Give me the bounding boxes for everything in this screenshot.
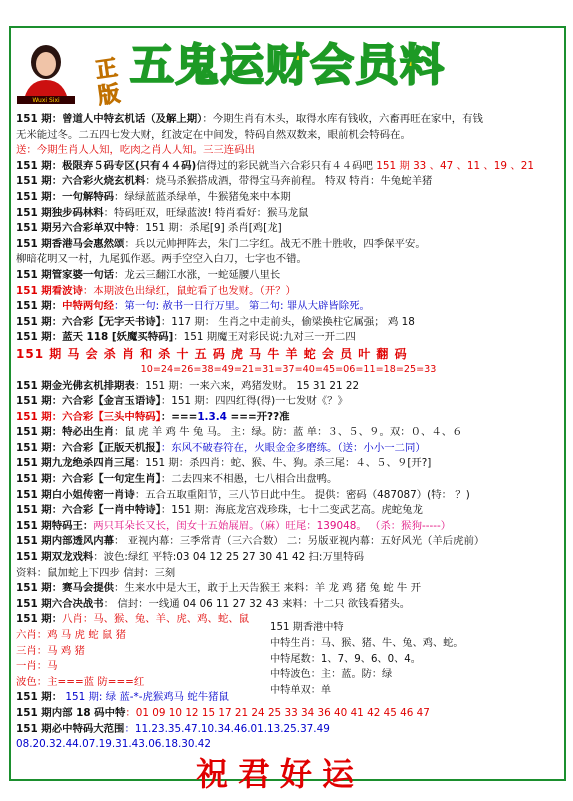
- text-line: [16, 503, 561, 519]
- text-segment: 151 期：: [16, 395, 63, 408]
- text-segment: ：117 期： 生肖之中走前头，偷梁换柱它属强； 鸡 18: [160, 315, 415, 328]
- text-segment: 151 期: 绿 蓝-*-虎猴鸡马 蛇牛猪鼠: [62, 691, 229, 704]
- text-segment: 中特两句经: [62, 300, 115, 313]
- text-line: [16, 299, 561, 315]
- text-segment: 极限弃５码专区(只有４４码): [62, 159, 197, 172]
- text-segment: 资料：鼠加蛇上下四步 信封：三刻: [16, 566, 176, 579]
- text-line: [16, 252, 561, 268]
- text-line: [16, 174, 561, 190]
- text-segment: 151 期：: [16, 691, 63, 704]
- text-segment: 六合彩火烧玄机料: [62, 175, 146, 188]
- text-segment: 管家婆一句话: [51, 268, 115, 281]
- text-segment: ： 信封：一线通 04 06 11 27 32 43 来料：十二只 欲钱看猪头。: [103, 597, 411, 610]
- text-segment: 无米能过冬。二五四七发大财，红波定在中间发，特码自然双数来，眼前机会特码在。: [16, 128, 411, 141]
- text-segment: 白小姐传密一肖诗: [51, 488, 135, 501]
- text-segment: 曾道人中特玄机话（及解上期）: [62, 113, 203, 125]
- text-segment: 看波诗: [51, 284, 83, 297]
- text-segment: 特码王: [51, 519, 83, 532]
- text-segment: 151 期：: [16, 300, 63, 313]
- text-line: [16, 737, 561, 753]
- text-segment: 151 期：: [16, 441, 63, 454]
- text-segment: 六合彩【一句定生肖】: [62, 473, 161, 486]
- text-segment: ：01 09 10 12 15 17 21 24 25 33 34 36 40 41 42 45 46 47: [125, 706, 430, 719]
- text-segment: 信得过的彩民就当六合彩只有４４码吧: [196, 159, 377, 172]
- text-segment: 151 期: [16, 597, 52, 610]
- text-segment: 151 期：: [16, 315, 63, 328]
- text-segment: 151 期：: [16, 113, 63, 125]
- panel-line: 中特尾数：1、7、9、6、0、4。: [270, 653, 421, 665]
- banner-line: 151 期 马 会 杀 肖 和 杀 十 五 码 虎 马 牛 羊 蛇 会 员 叶 翻 码: [16, 346, 408, 361]
- good-luck-banner: [150, 752, 410, 792]
- text-segment: 08.20.32.44.07.19.31.43.06.18.30.42: [16, 738, 211, 751]
- text-segment: ：151 期魔王对彩民说:九对三一开二四: [173, 331, 356, 344]
- text-line: [16, 159, 561, 175]
- text-segment: ：特码旺双，旺绿蓝波! 特肖看好：猴马龙鼠: [103, 206, 309, 219]
- text-segment: 六合彩【一肖中特诗】: [62, 504, 161, 517]
- text-segment: 另六合彩单双中特: [51, 222, 135, 235]
- avatar: [17, 40, 75, 104]
- text-line: [16, 410, 561, 426]
- text-segment: ：第一句: 赦书一日行万里。 第二句: 罪从大辟皆除死。: [114, 300, 370, 313]
- text-line: [16, 330, 561, 346]
- text-line: [16, 706, 561, 722]
- text-line: [16, 472, 561, 488]
- text-segment: 151 期：: [16, 426, 63, 439]
- text-segment: [妖魔买特码]: [111, 331, 174, 344]
- text-segment: ：151 期：一来六来，鸡猪发财。 15 31 21 22: [134, 379, 360, 392]
- text-line: [16, 425, 561, 441]
- text-segment: 六合彩【金言玉语诗】: [62, 395, 161, 408]
- svg-text:版: 版: [96, 80, 122, 110]
- text-segment: 151 期: [16, 222, 52, 235]
- text-segment: ：生来水中是大王，敢于上天告猴王 来料：羊 龙 鸡 猪 兔 蛇 牛 开: [114, 582, 422, 595]
- text-segment: 151 期: [16, 206, 52, 219]
- text-segment: 151 期：: [16, 613, 63, 626]
- text-segment: 蓝天 118: [62, 331, 112, 344]
- text-segment: 特必出生肖: [62, 426, 115, 439]
- text-line: [16, 237, 561, 253]
- text-segment: ：烧马杀猴搭成酒，带得宝马奔前程。 特双 特肖：牛兔蛇羊猪: [145, 175, 433, 188]
- text-segment: 151 期：: [16, 190, 63, 203]
- text-segment: ：鼠 虎 羊 鸡 牛 兔 马。 主：绿。防：蓝 单：３、５、９。双：０、４、６: [114, 426, 463, 439]
- text-line: [16, 456, 561, 472]
- text-line: [16, 112, 561, 128]
- text-segment: ：龙云三翻江水涨，一蛇延腰八里长: [114, 268, 281, 281]
- panel-line: 中特波色：主：蓝。防：绿: [270, 669, 393, 681]
- text-line: [16, 722, 561, 738]
- text-line: [16, 394, 561, 410]
- text-segment: 151 期: [16, 535, 52, 548]
- text-segment: ===开??准: [226, 410, 290, 423]
- avatar-caption: Wuxi Sixi: [32, 97, 60, 104]
- text-segment: 151 期: [16, 706, 52, 719]
- text-segment: ：: [82, 519, 94, 532]
- text-segment: ：兵以元帅押阵去，朱门二字红。战无不胜十胜收，四季保平安。: [124, 237, 426, 250]
- text-segment: 151 期：: [16, 504, 63, 517]
- text-line: [16, 566, 561, 582]
- text-line: [16, 284, 561, 300]
- text-segment: 一句解特码: [62, 190, 115, 203]
- panel-line: 中特单双：单: [270, 685, 332, 697]
- text-segment: ：11.23.35.47.10.34.46.01.13.25.37.49: [124, 722, 330, 735]
- hongkong-special-panel: [270, 620, 470, 699]
- line-group-a: [16, 112, 561, 346]
- text-segment: 1.3.4: [197, 410, 227, 423]
- text-line: [16, 519, 561, 535]
- text-segment: 151 期：: [16, 175, 63, 188]
- text-segment: 三肖：马 鸡 猪: [16, 644, 85, 657]
- text-segment: 金光佛玄机排期表: [51, 379, 135, 392]
- text-line: [16, 488, 561, 504]
- text-line: [16, 190, 561, 206]
- text-segment: 六合决战书: [51, 597, 104, 610]
- footer-text: 祝君好运: [195, 755, 365, 792]
- zheng-ban-seal: [90, 52, 128, 110]
- text-segment: ：151 期：海底龙宫戏珍珠，七十二变武艺高。虎蛇兔龙: [160, 504, 423, 517]
- text-segment: ：五合五取重阳节，三八节日此中生。 提供：密码（487087）(特： ？): [134, 488, 470, 501]
- text-segment: ：波色:绿红 平特:03 04 12 25 27 30 41 42 扫:万里特码: [93, 551, 364, 564]
- text-segment: ：151 期：四四红得(得)一七发财《？》: [160, 395, 348, 408]
- text-segment: 双龙戏料: [51, 551, 94, 564]
- text-segment: 六肖：鸡 马 虎 蛇 鼠 猪: [16, 629, 127, 641]
- text-segment: 151 期: [16, 379, 52, 392]
- text-segment: ：东风不破春符在，火眼金金多磨练。（送：小小一二同）: [160, 441, 426, 454]
- text-segment: 151 期: [16, 519, 52, 532]
- text-segment: ：151 期：杀四肖：蛇、猴、牛、狗。杀三尾：４、５、９[开?]: [134, 457, 432, 470]
- text-line: [16, 597, 561, 613]
- text-segment: 151 期：: [16, 331, 63, 344]
- text-segment: 一肖：马: [16, 660, 58, 673]
- svg-text:正: 正: [93, 54, 120, 84]
- text-segment: 九龙绝杀四肖三尾: [51, 457, 135, 470]
- text-segment: 内部 18 码中特: [51, 706, 126, 719]
- text-segment: 香港马会惠然颂: [51, 237, 125, 250]
- text-segment: 柳暗花明又一村，九尾狐作恶。两手空空入白刀，七字也不错。: [16, 253, 307, 266]
- text-line: [16, 534, 561, 550]
- text-line: [16, 221, 561, 237]
- text-segment: 必中特码大范围: [51, 722, 125, 735]
- panel-line: 151 期香港中特: [270, 622, 344, 633]
- text-line: [16, 441, 561, 457]
- panel-line: 中特生肖：马、猴、猪、牛、兔、鸡、蛇。: [270, 637, 464, 649]
- text-line: [16, 379, 561, 395]
- text-segment: ===: [171, 410, 198, 423]
- text-segment: 151 期: [16, 268, 52, 281]
- text-segment: 151 期: [16, 722, 52, 735]
- text-segment: 151 期：: [16, 582, 63, 595]
- page-title: 五鬼运财会员料: [130, 40, 445, 91]
- text-segment: 151 期: [16, 457, 52, 470]
- text-segment: 六合彩【三头中特码】: [62, 410, 161, 423]
- text-line: [16, 128, 561, 144]
- text-segment: ：绿绿蓝蓝杀绿单，牛猴猪兔来中本期: [114, 190, 291, 203]
- text-segment: ：二去四来不相愚，七八相合出盘鸭。: [160, 473, 338, 486]
- text-line: [16, 581, 561, 597]
- text-segment: 151 期：: [16, 159, 63, 172]
- text-segment: 151 期: [16, 551, 52, 564]
- text-segment: 两只耳朵长又长，闺女十五始展眉。（麻）旺尾：139048。 （杀：猴狗-----）: [93, 519, 452, 532]
- text-line: [16, 550, 561, 566]
- text-segment: 151 期：: [16, 473, 63, 486]
- text-segment: 151 期: [16, 284, 52, 297]
- text-segment: ：: [160, 410, 172, 423]
- text-segment: 151 期 33 、47 、11 、19 、21: [376, 159, 534, 172]
- text-segment: 八肖：马、猴、兔、羊、虎、鸡、蛇、鼠: [62, 613, 250, 626]
- text-segment: 151 期: [16, 237, 52, 250]
- text-segment: 151 期：: [16, 410, 63, 423]
- text-segment: 151 期: [16, 488, 52, 501]
- text-segment: 送：今期生肖人人知，吃肉之肖人人知。三三连码出: [16, 144, 255, 157]
- text-segment: ：本期波色出绿红，鼠蛇看了也发财。（开？）: [82, 284, 296, 297]
- text-line: [16, 268, 561, 284]
- text-line: [16, 143, 561, 159]
- text-segment: 独步码林料: [51, 206, 104, 219]
- text-segment: 波色：主===蓝 防===红: [16, 675, 145, 688]
- text-segment: 六合彩【正版天机报】: [62, 441, 161, 454]
- text-segment: ： 亚视内幕：三季常青（三六合数） 二：另版亚视内幕：五好风光（羊后虎前）: [114, 535, 485, 548]
- text-line: [16, 206, 561, 222]
- text-segment: 六合彩【无字天书诗】: [62, 315, 161, 328]
- text-segment: 赛马会提供: [62, 582, 115, 595]
- text-segment: ：151 期：杀尾[9] 杀肖[鸡[龙]: [134, 222, 282, 235]
- banner-numbers: 10=24=26=38=49=21=31=37=40=45=06=11=18=25=33: [140, 363, 437, 375]
- text-line: [16, 315, 561, 331]
- text-segment: 内部透风内幕: [51, 535, 115, 548]
- text-segment: ：今期生肖有木头，取得水库有钱收，六畜再旺在家中，有钱: [202, 113, 483, 125]
